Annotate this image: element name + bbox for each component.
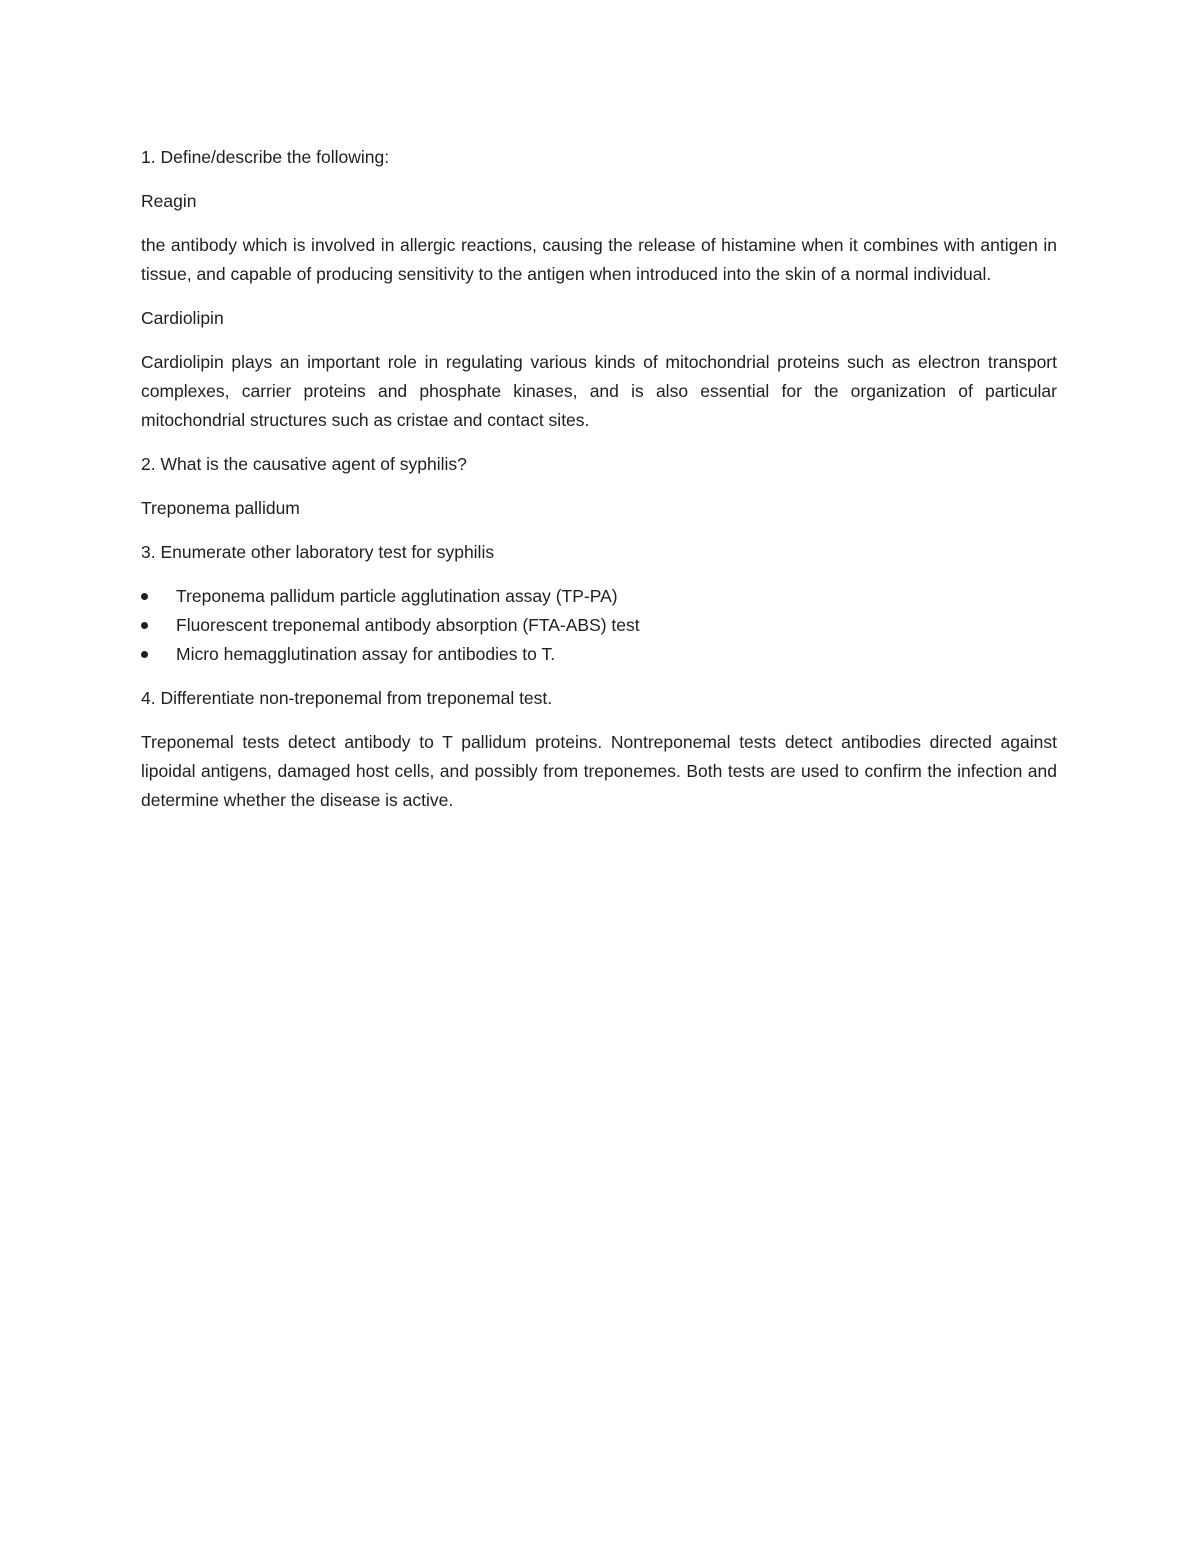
reagin-definition: the antibody which is involved in allergic reactions, causing the release of histamine when it combines with antigen in tissue, and capable of producing sensitivity to the antigen when introduced into the skin of a normal individual. [141, 235, 1057, 284]
question-1-heading: 1. Define/describe the following: [141, 147, 390, 167]
question-4-heading: 4. Differentiate non-treponemal from treponemal test. [141, 688, 553, 708]
bullet-icon [141, 622, 148, 629]
list-item-text: Treponema pallidum particle agglutination assay (TP-PA) [176, 586, 618, 606]
list-item [141, 640, 1057, 669]
question-4-answer: Treponemal tests detect antibody to T pallidum proteins. Nontreponemal tests detect antibodies directed against lipoidal antigens, damaged host cells, and possibly from treponemes. Both tests are used to confirm the infection and determine whether the disease is active. [141, 732, 1057, 810]
bullet-icon [141, 651, 148, 658]
term-cardiolipin: Cardiolipin [141, 308, 224, 328]
question-3-heading: 3. Enumerate other laboratory test for syphilis [141, 542, 495, 562]
list-item [141, 611, 1057, 640]
question-2-answer: Treponema pallidum [141, 498, 300, 518]
bullet-icon [141, 593, 148, 600]
question-2-heading: 2. What is the causative agent of syphilis? [141, 454, 467, 474]
list-item-text: Micro hemagglutination assay for antibodies to T. [176, 644, 556, 664]
list-item-text: Fluorescent treponemal antibody absorption (FTA-ABS) test [176, 615, 640, 635]
term-reagin: Reagin [141, 191, 197, 211]
lab-test-list [141, 582, 1057, 669]
document-body [141, 143, 1057, 830]
list-item [141, 582, 1057, 611]
cardiolipin-definition: Cardiolipin plays an important role in regulating various kinds of mitochondrial proteins such as electron transport complexes, carrier proteins and phosphate kinases, and is also essential for the organization of particular mitochondrial structures such as cristae and contact sites. [141, 352, 1057, 430]
